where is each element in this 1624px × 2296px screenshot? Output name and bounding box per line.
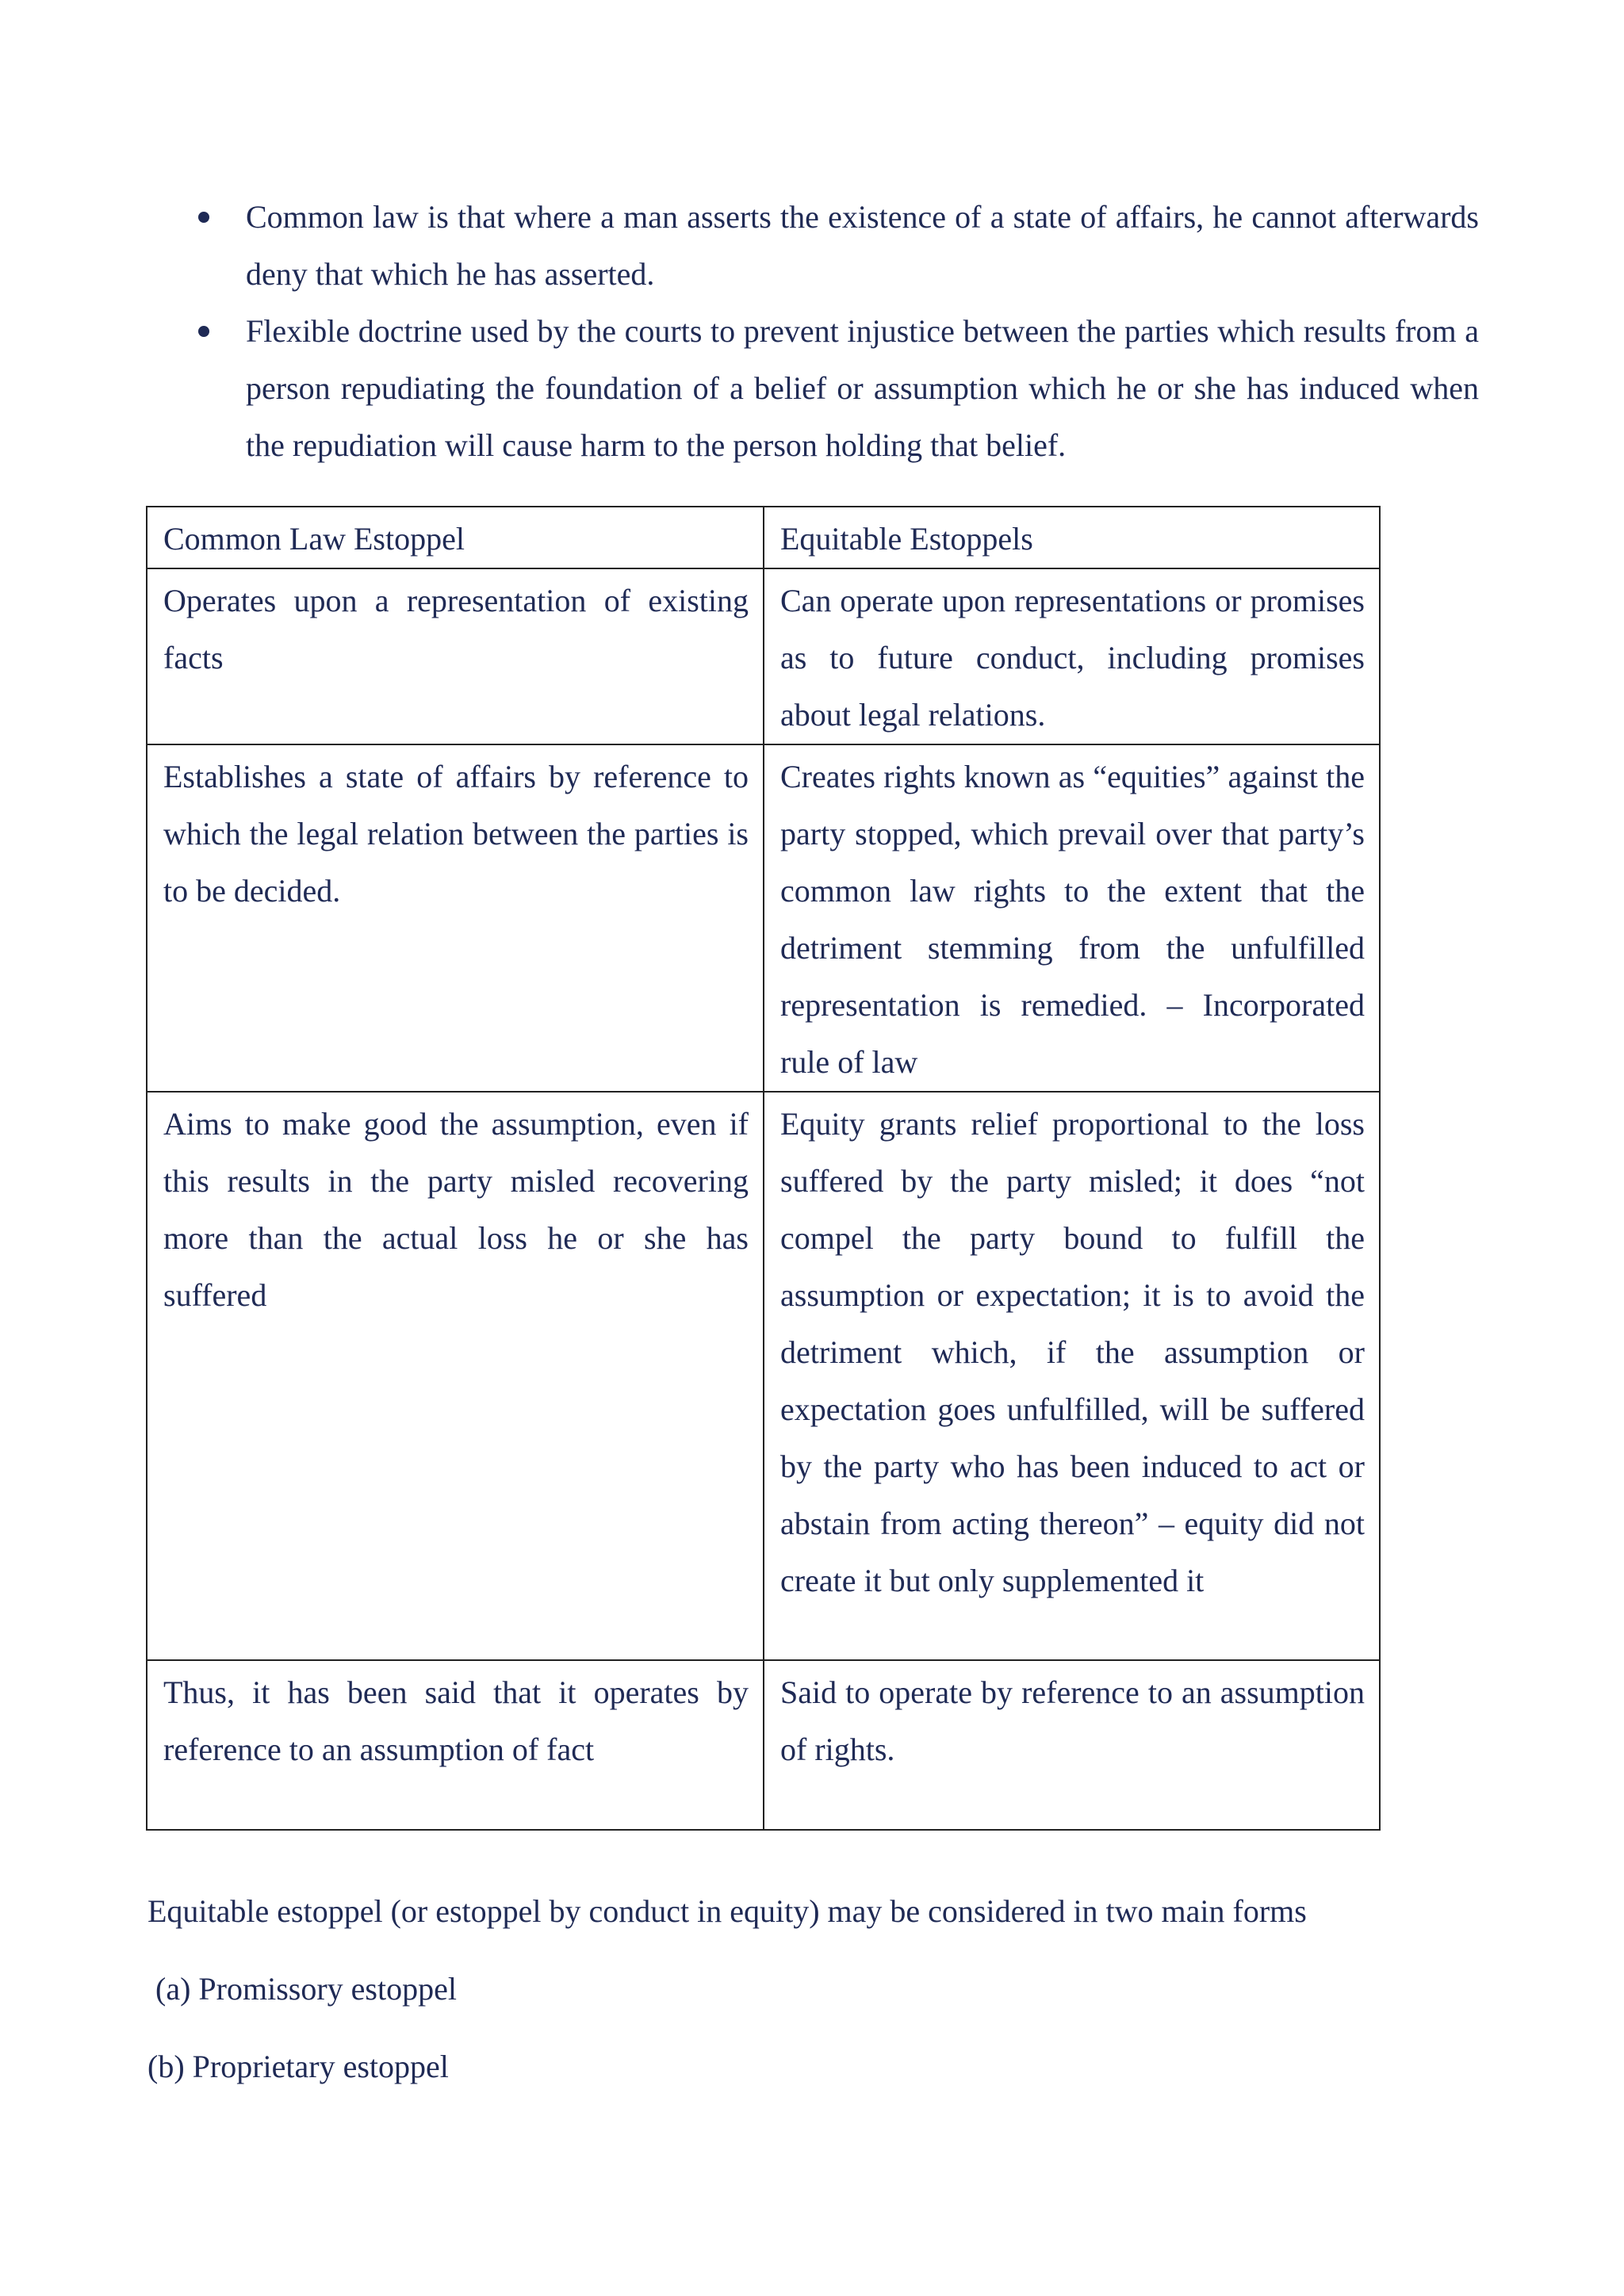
cell-equitable: Equity grants relief proportional to the loss suffered by the party misled; it does “not compel the party bound to fulfill the assumption or expectation; it is to avoid the detriment which, if the assumption or expectation goes unfulfilled, will be suffered by the party who has been induced to act or abstain from acting thereon” – equity did not create it but only supplemented it (764, 1092, 1380, 1660)
cell-common-law: Thus, it has been said that it operates by reference to an assumption of fact (147, 1660, 764, 1830)
bullet-dot-icon (198, 326, 209, 337)
cell-common-law: Operates upon a representation of existing facts (147, 568, 764, 744)
cell-common-law: Establishes a state of affairs by reference to which the legal relation between the parties is to be decided. (147, 744, 764, 1092)
estoppel-comparison-table (146, 506, 1381, 1831)
form-item-proprietary: (b) Proprietary estoppel (147, 2049, 449, 2084)
cell-equitable: Can operate upon representations or promises as to future conduct, including promises about legal relations. (764, 568, 1380, 744)
bullet-item (198, 303, 1479, 474)
bullet-text: Flexible doctrine used by the courts to prevent injustice between the parties which results from a person repudiating the foundation of a belief or assumption which he or she has induced when the repudiation will cause harm to the person holding that belief. (246, 313, 1479, 463)
form-item-promissory: (a) Promissory estoppel (147, 1971, 457, 2007)
cell-common-law: Aims to make good the assumption, even if this results in the party misled recovering more than the actual loss he or she has suffered (147, 1092, 764, 1660)
header-common-law: Common Law Estoppel (147, 507, 764, 568)
cell-equitable: Creates rights known as “equities” against the party stopped, which prevail over that party’s common law rights to the extent that the detriment stemming from the unfulfilled representation is remedied. – Incorporated rule of law (764, 744, 1380, 1092)
bullet-list (198, 189, 1479, 474)
closing-paragraph: Equitable estoppel (or estoppel by conduct in equity) may be considered in two main forms (147, 1893, 1307, 1929)
bullet-item (198, 189, 1479, 303)
table-row (147, 1660, 1380, 1830)
table-row (147, 568, 1380, 744)
cell-equitable: Said to operate by reference to an assumption of rights. (764, 1660, 1380, 1830)
table-row (147, 744, 1380, 1092)
table-row (147, 1092, 1380, 1660)
bullet-dot-icon (198, 212, 209, 223)
bullet-text: Common law is that where a man asserts the existence of a state of affairs, he cannot afterwards deny that which he has asserted. (246, 199, 1479, 292)
header-equitable: Equitable Estoppels (764, 507, 1380, 568)
table-header-row (147, 507, 1380, 568)
